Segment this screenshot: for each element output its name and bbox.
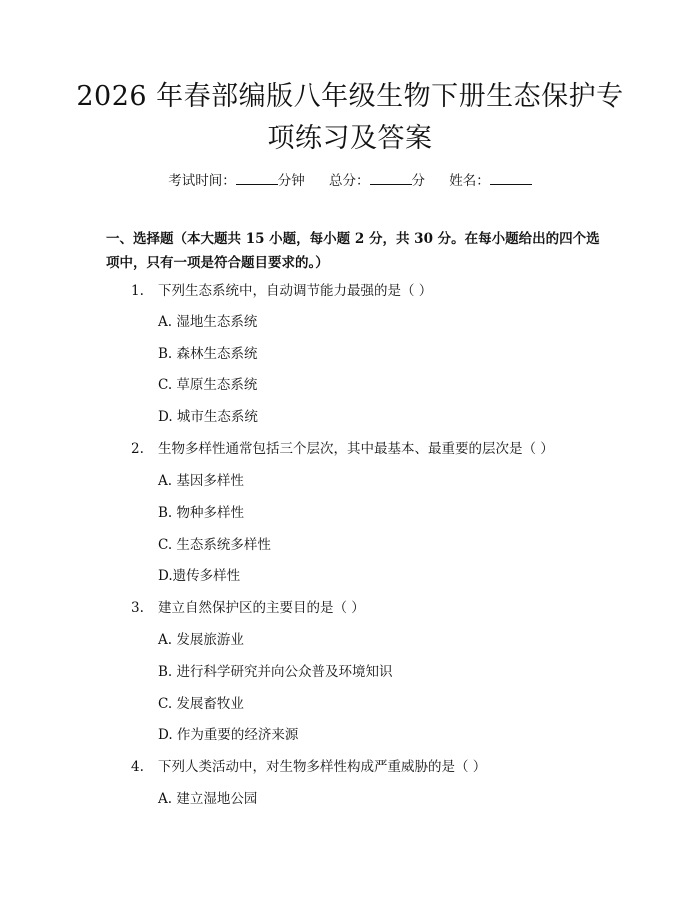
- section-heading-line-2: 项中，只有一项是符合题目要求的。）: [106, 255, 329, 271]
- total-score-unit: 分: [411, 173, 425, 189]
- option-3d: D. 作为重要的经济来源: [158, 727, 299, 743]
- question-4: [131, 758, 486, 776]
- student-name-label: 姓名：: [449, 173, 490, 189]
- exam-time-label: 考试时间：: [168, 173, 236, 189]
- option-1a: A. 湿地生态系统: [158, 314, 258, 330]
- exam-time-blank: [236, 171, 278, 185]
- option-1c: C. 草原生态系统: [158, 377, 258, 393]
- student-name-blank: [490, 171, 532, 185]
- section-heading: [106, 227, 601, 275]
- exam-info-line: [0, 169, 700, 189]
- total-score-blank: [370, 171, 412, 185]
- question-text: 下列人类活动中，对生物多样性构成严重威胁的是（ ）: [158, 759, 487, 775]
- option-2a: A. 基因多样性: [158, 473, 244, 489]
- question-text: 建立自然保护区的主要目的是（ ）: [158, 600, 365, 616]
- question-number: 4.: [131, 759, 144, 775]
- option-4a: A. 建立湿地公园: [158, 791, 258, 807]
- option-3b: B. 进行科学研究并向公众普及环境知识: [158, 664, 393, 680]
- option-2c: C. 生态系统多样性: [158, 537, 271, 553]
- total-score-label: 总分：: [329, 173, 370, 189]
- total-score-field: [329, 169, 425, 189]
- question-3: [131, 599, 365, 617]
- option-2d: D.遗传多样性: [158, 568, 241, 584]
- option-3c: C. 发展畜牧业: [158, 696, 244, 712]
- question-1: [131, 282, 432, 300]
- title-line-1: 2026 年春部编版八年级生物下册生态保护专: [76, 81, 624, 112]
- option-3a: A. 发展旅游业: [158, 632, 244, 648]
- question-text: 生物多样性通常包括三个层次，其中最基本、最重要的层次是（ ）: [158, 441, 554, 457]
- document-title: [60, 76, 640, 160]
- exam-time-unit: 分钟: [277, 173, 305, 189]
- section-heading-line-1: 一、选择题（本大题共 15 小题，每小题 2 分，共 30 分。在每小题给出的四个选: [106, 231, 600, 247]
- question-text: 下列生态系统中，自动调节能力最强的是（ ）: [158, 283, 433, 299]
- question-number: 1.: [131, 283, 144, 299]
- option-2b: B. 物种多样性: [158, 505, 245, 521]
- title-line-2: 项练习及答案: [267, 123, 433, 154]
- question-number: 3.: [131, 600, 144, 616]
- question-2: [131, 440, 554, 458]
- student-name-field: [449, 169, 532, 189]
- question-number: 2.: [131, 441, 144, 457]
- exam-time-field: [168, 169, 305, 189]
- option-1b: B. 森林生态系统: [158, 346, 258, 362]
- option-1d: D. 城市生态系统: [158, 409, 258, 425]
